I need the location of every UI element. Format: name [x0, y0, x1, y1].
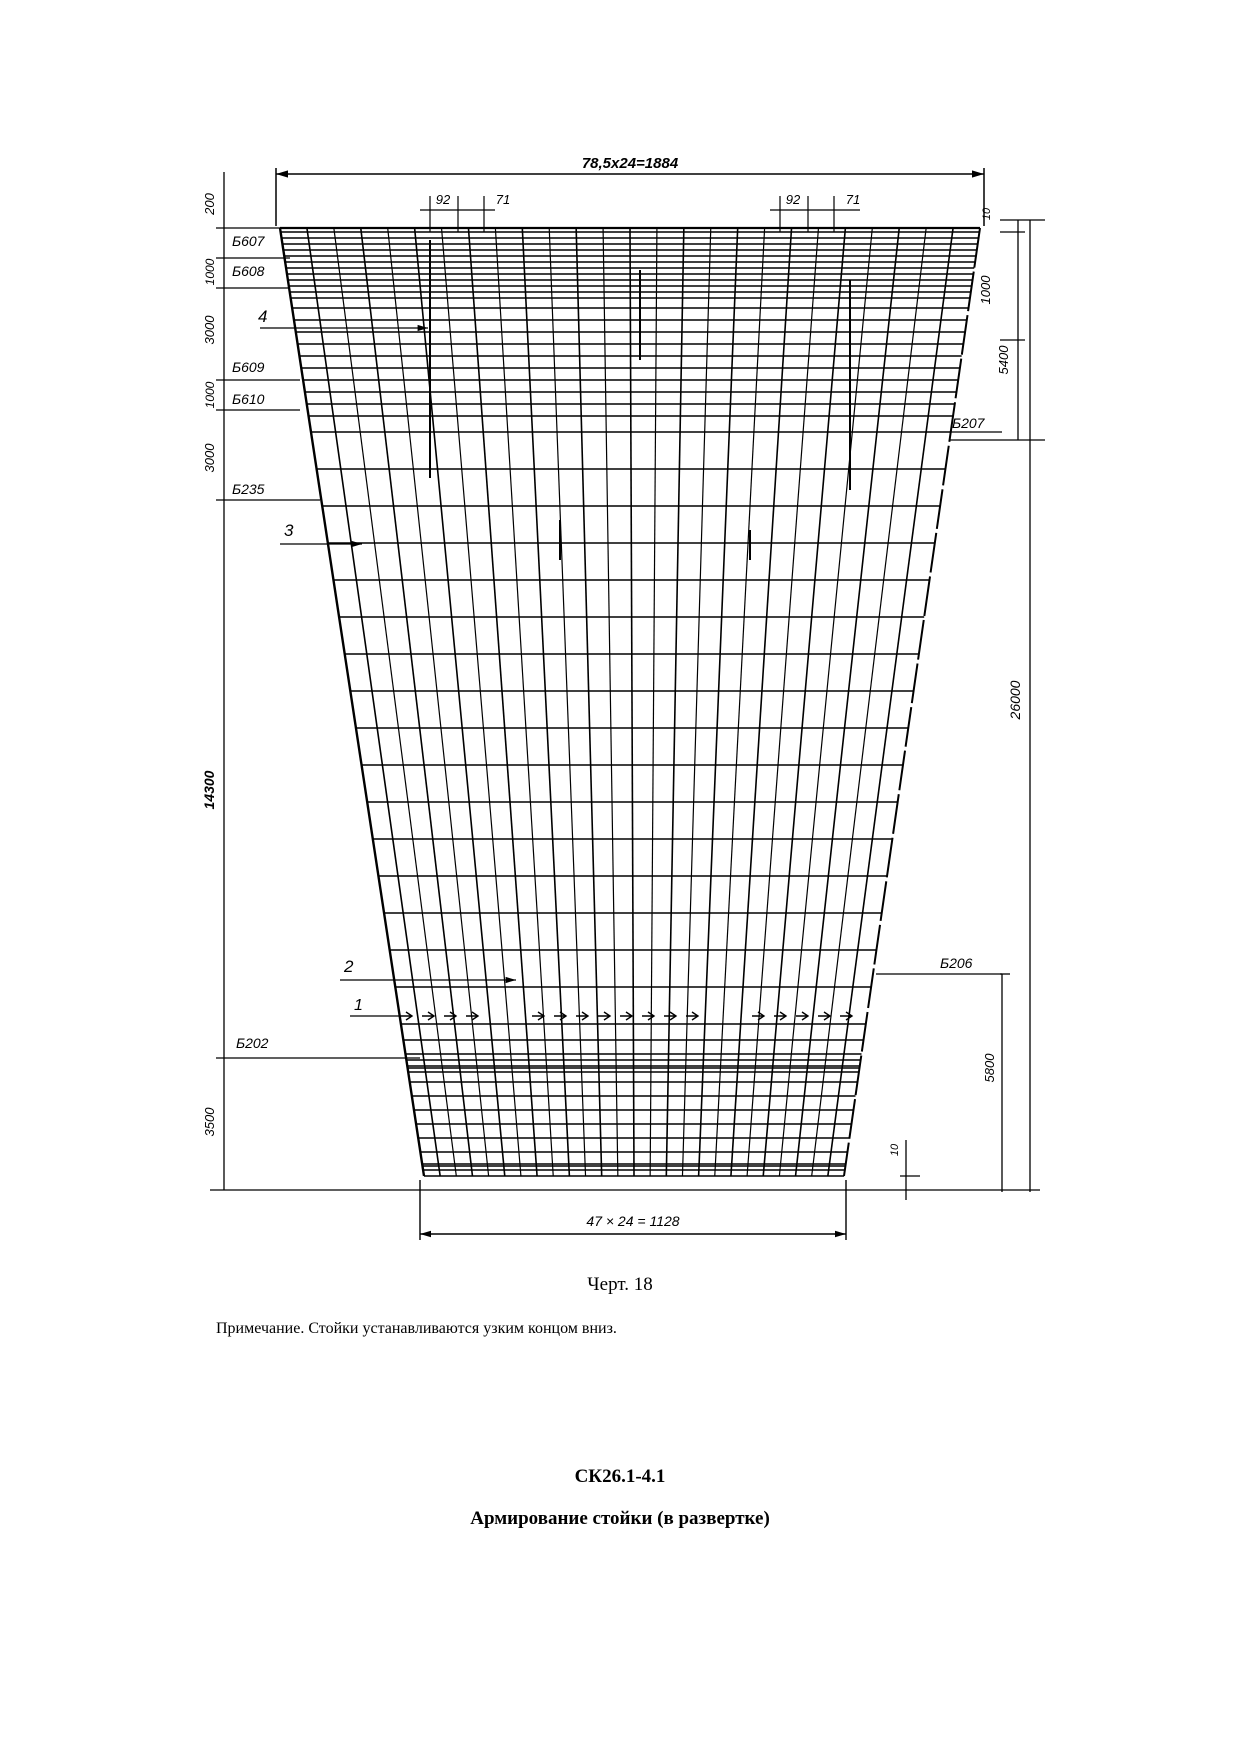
mark-b608: Б608 [232, 263, 265, 279]
longitudinal-bar [682, 228, 710, 1176]
cage-right-edge [844, 228, 980, 1176]
spacing-92-left: 92 [435, 192, 451, 207]
section-code: СК26.1-4.1 [574, 1466, 666, 1487]
longitudinal-bar [650, 228, 657, 1176]
position-1: 1 [354, 997, 363, 1014]
longitudinal-bar [495, 228, 553, 1176]
right-dimension-chain [900, 220, 1045, 1200]
right-dim-10-bottom: 10 [889, 1143, 901, 1157]
longitudinal-bar [699, 228, 738, 1176]
longitudinal-bar [812, 228, 926, 1176]
left-dim-14300: 14300 [201, 770, 217, 810]
position-1-arrow [576, 1012, 588, 1020]
mark-b207: Б207 [952, 415, 985, 431]
position-1-arrow [422, 1012, 434, 1020]
longitudinal-bar [415, 228, 505, 1176]
position-1-arrow [554, 1012, 566, 1020]
position-1-arrow [796, 1012, 808, 1020]
left-dim-1000-a: 1000 [203, 258, 217, 286]
mark-b610: Б610 [232, 391, 265, 407]
right-dim-26000: 26000 [1007, 680, 1023, 720]
position-1-arrow [532, 1012, 544, 1020]
bottom-dimension-line [420, 1180, 846, 1240]
spacing-92-right: 92 [785, 192, 801, 207]
right-dim-5400: 5400 [996, 345, 1011, 375]
longitudinal-bar [779, 228, 872, 1176]
mark-b235: Б235 [232, 481, 265, 497]
note-text: Примечание. Стойки устанавливаются узким концом вниз. [216, 1320, 617, 1337]
position-1-arrow [840, 1012, 852, 1020]
mark-b202: Б202 [236, 1035, 269, 1051]
longitudinal-bar [361, 228, 473, 1176]
spacing-71-left: 71 [495, 192, 511, 207]
left-dim-3500: 3500 [202, 1107, 217, 1137]
position-1-arrow [642, 1012, 654, 1020]
top-dimension-label: 78,5x24=1884 [581, 155, 679, 172]
right-dim-5800: 5800 [982, 1053, 997, 1083]
position-1-arrow [818, 1012, 830, 1020]
reinforcement-cage [280, 228, 980, 1176]
position-1-arrow [400, 1012, 412, 1020]
longitudinal-bar [603, 228, 618, 1176]
position-1-arrow [620, 1012, 632, 1020]
left-dim-1000-b: 1000 [203, 381, 217, 409]
longitudinal-bar [763, 228, 845, 1176]
longitudinal-bar [666, 228, 684, 1176]
right-dim-1000: 1000 [978, 275, 993, 305]
position-1-arrow [774, 1012, 786, 1020]
figure-caption: Черт. 18 [587, 1274, 653, 1295]
position-4: 4 [258, 307, 268, 326]
bottom-dimension-label: 47 × 24 = 1128 [586, 1213, 680, 1229]
longitudinal-bar [307, 228, 440, 1176]
spacing-71-right: 71 [845, 192, 861, 207]
longitudinal-bar [468, 228, 537, 1176]
mark-b206: Б206 [940, 955, 973, 971]
left-dim-3000-a: 3000 [202, 315, 217, 345]
position-2: 2 [344, 957, 354, 976]
position-1-arrow [598, 1012, 610, 1020]
longitudinal-bar [522, 228, 569, 1176]
mark-b607: Б607 [232, 233, 265, 249]
left-dim-200: 200 [202, 193, 217, 215]
right-dim-10-top: 10 [981, 207, 993, 221]
left-dim-3000-b: 3000 [202, 443, 217, 473]
mark-b609: Б609 [232, 359, 265, 375]
section-title: Армирование стойки (в развертке) [470, 1508, 770, 1529]
position-3: 3 [284, 521, 294, 540]
longitudinal-bar [630, 228, 634, 1176]
longitudinal-bar [442, 228, 521, 1176]
top-dimension-line [276, 168, 984, 226]
position-1-arrow [752, 1012, 764, 1020]
